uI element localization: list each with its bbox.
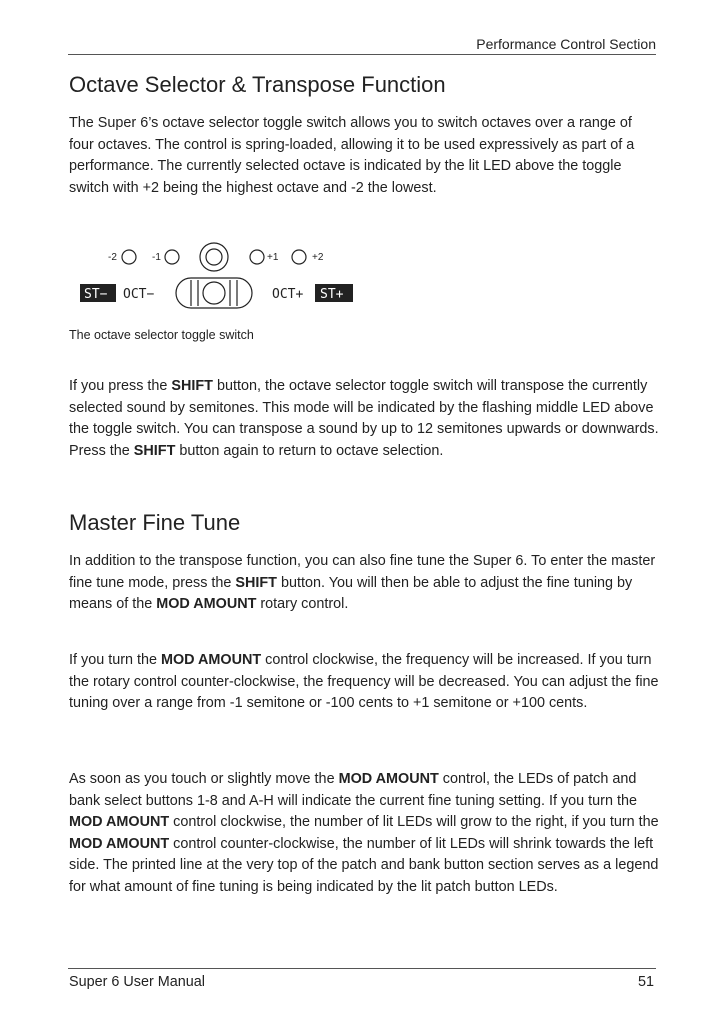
led-label-minus2: -2 <box>108 252 117 263</box>
section-title-fine-tune: Master Fine Tune <box>69 510 241 535</box>
led-label-minus1: -1 <box>152 252 161 263</box>
fine-tune-range-paragraph: If you turn the MOD AMOUNT control clockwise, the frequency will be increased. If you turn the rotary control counter-clockwise, the frequency will be decreased. You can adjust the fine tuning over a range from -1 semitone or -100 cents to +1 semitone or +100 cents. <box>69 652 659 711</box>
st-plus-label: ST+ <box>320 287 344 302</box>
fine-tune-intro-paragraph: In addition to the transpose function, you can also fine tune the Super 6. To enter the master fine tune mode, press the SHIFT button. You will then be able to adjust the fine tuning by means of the MOD AMOUNT rotary control. <box>69 553 656 612</box>
header-rule <box>68 54 656 55</box>
led-plus1-icon <box>250 250 264 264</box>
octave-selector-diagram <box>70 236 370 316</box>
led-center-outer-icon <box>200 243 228 271</box>
st-minus-label: ST− <box>84 287 108 302</box>
octave-intro-paragraph: The Super 6’s octave selector toggle switch allows you to switch octaves over a range of four octaves. The control is spring-loaded, allowing it to be used expressively as part of a performance. The currently selected octave is indicated by the lit LED above the toggle switch with +2 being the highest octave and -2 the lowest. <box>69 115 635 196</box>
footer-rule <box>68 968 656 969</box>
led-minus1-icon <box>165 250 179 264</box>
footer-manual-title: Super 6 User Manual <box>69 974 205 990</box>
diagram-caption: The octave selector toggle switch <box>69 328 254 342</box>
led-plus2-icon <box>292 250 306 264</box>
shift-transpose-paragraph: If you press the SHIFT button, the octave selector toggle switch will transpose the currently selected sound by semitones. This mode will be indicated by the flashing middle LED above the toggle switch. You can transpose a sound by up to 12 semitones upwards or downwards. Press the SHIFT button again to return to octave selection. <box>69 378 659 459</box>
oct-minus-label: OCT− <box>123 287 155 302</box>
led-label-plus1: +1 <box>267 252 279 263</box>
page-number: 51 <box>637 974 654 990</box>
fine-tune-led-paragraph: As soon as you touch or slightly move the MOD AMOUNT control, the LEDs of patch and bank select buttons 1-8 and A-H will indicate the current fine tuning setting. If you turn the MOD AMOUNT control clockwise, the number of lit LEDs will grow to the right, if you turn the MOD AMOUNT control counter-clockwise, the number of lit LEDs will shrink towards the left side. The printed line at the very top of the patch and bank button section serves as a legend for what amount of fine tuning is being indicated by the lit patch button LEDs. <box>69 771 659 895</box>
led-minus2-icon <box>122 250 136 264</box>
toggle-lever-icon <box>203 282 225 304</box>
running-header: Performance Control Section <box>476 36 656 52</box>
led-center-icon <box>206 249 222 265</box>
oct-plus-label: OCT+ <box>272 287 304 302</box>
led-label-plus2: +2 <box>312 252 324 263</box>
section-title-octave: Octave Selector & Transpose Function <box>69 72 446 97</box>
